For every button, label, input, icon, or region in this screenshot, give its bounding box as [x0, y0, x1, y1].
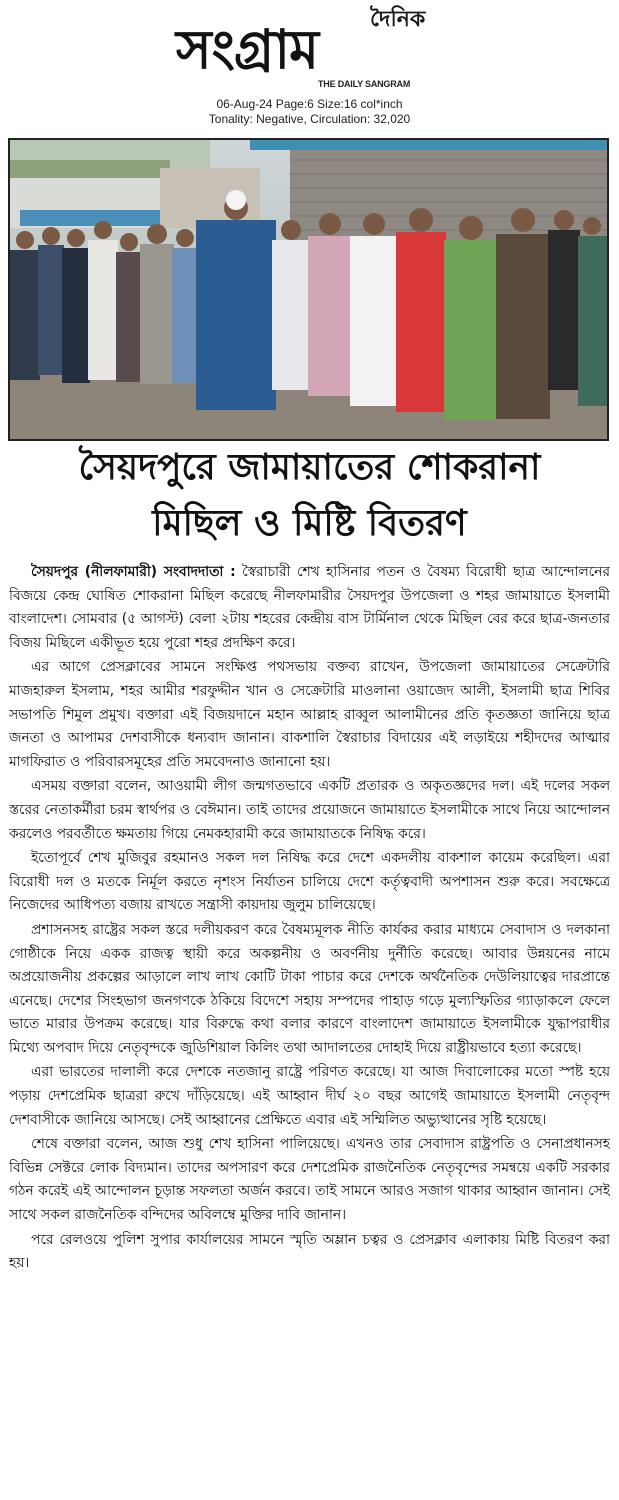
newspaper-english-name: THE DAILY SANGRAM [318, 79, 411, 89]
article-paragraph-1 [9, 561, 610, 655]
clipping-meta-line2: Tonality: Negative, Circulation: 32,020 [208, 112, 411, 126]
article-paragraph-3: এসময় বক্তারা বলেন, আওয়ামী লীগ জন্মগতভাবে একটি প্রতারক ও অকৃতজ্ঞদের দল। এই দলের সকল স্তরের নেতাকর্মীরা চরম স্বার্থপর ও বেঈমান। তাই তাদের প্রয়োজনে জামায়াতে ইসলামীকে সাথে নিয়ে আন্দোলন করলেও পরবর্তীতে ক্ষমতায় গিয়ে নেমকহারামী করে জামায়াতকে নিষিদ্ধ করে। [9, 778, 610, 842]
article-paragraph-8: পরে রেলওয়ে পুলিশ সুপার কার্যালয়ের সামনে স্মৃতি অম্লান চত্বর ও প্রেসক্লাব এলাকায় মিষ্টি বিতরণ করা হয়। [9, 1231, 610, 1272]
news-photo [8, 138, 609, 441]
byline: সৈয়দপুর (নীলফামারী) সংবাদদাতা : [31, 564, 236, 580]
article-paragraph-5: প্রশাসনসহ রাষ্ট্রের সকল স্তরে দলীয়করণ করে বৈষম্যমূলক নীতি কার্যকর করার মাধ্যমে সেবাদাস ও দলকানা গোষ্ঠীকে নিয়ে একক রাজত্ব স্থায়ী করে অকল্পনীয় ও অবর্ণনীয় দুর্নীতি করেছে। আবার উন্নয়নের নামে অপ্রয়োজনীয় প্রকল্পের আড়ালে লাখ লাখ কোটি টাকা পাচার করে দেশকে অর্থনৈতিক দেউলিয়াত্বের দারপ্রান্তে এনেছে। দেশের সিংহভাগ জনগণকে ঠকিয়ে বিদেশে সহায় সম্পদের পাহাড় গড়ে মুল্যস্ফিতির গ্যাড়াকলে ফেলে ভাতে মারার উপক্রম করেছে। যার বিরুদ্ধে কথা বলার কারণে বাংলাদেশ জামায়াতে ইসলামীকে যুদ্ধাপরাধীর মিথ্যে অপবাদ দিয়ে নেতৃবৃন্দকে জুডিশিয়াল কিলিং তথা আদালতের দোহাই দিয়ে রাষ্ট্রীয়ভাবে হত্যা করেছে। [9, 921, 610, 1056]
headline-line2: মিছিল ও মিষ্টি বিতরণ [152, 503, 467, 544]
headline-line1: সৈয়দপুরে জামায়াতের শোকরানা [78, 447, 541, 488]
clipping-meta-line1: 06-Aug-24 Page:6 Size:16 col*inch [216, 97, 403, 111]
article-paragraph-1-text: স্বৈরাচারী শেখ হাসিনার পতন ও বৈষম্য বিরোধী ছাত্র আন্দোলনের বিজয়ে কেন্দ্র ঘোষিত শোকরানা মিছিল করেছে নীলফামারীর সৈয়দপুর উপজেলা ও শহর জামায়াতে ইসলামী বাংলাদেশ। সোমবার (৫ আগস্ট) বেলা ২টায় শহরের কেন্দ্রীয় বাস টার্মিনাল থেকে মিছিল বের করে ছাত্র-জনতার বিজয় মিছিলে একীভূত হয়ে পুরো শহর প্রদক্ষিণ করে। [9, 564, 610, 651]
daily-word: দৈনিক [370, 7, 426, 32]
photo-prayer-crowd-illustration [10, 140, 607, 439]
article-body [9, 561, 610, 1495]
newspaper-logo: সংগ্রাম [176, 18, 319, 81]
masthead [0, 0, 619, 130]
article-paragraph-4: ইতোপূর্বে শেখ মুজিবুর রহমানও সকল দল নিষিদ্ধ করে দেশে একদলীয় বাকশাল কায়েম করেছিল। এরা বিরোধী দল ও মতকে নির্মূল করতে নৃশংস নির্যাতন চালিয়ে দেশে কর্তৃত্ববাদী অপশাসন শুরু করে। সবক্ষেত্রে নিজেদের আধিপত্য বজায় রাখতে সন্ত্রাসী কায়দায় জুলুম চালিয়েছে। [9, 850, 610, 914]
article-paragraph-2: এর আগে প্রেসক্লাবের সামনে সংক্ষিপ্ত পথসভায় বক্তব্য রাখেন, উপজেলা জামায়াতের সেক্রেটারি মাজহারুল ইসলাম, শহর আমীর শরফুদ্দীন খান ও সেক্রেটারি মাওলানা ওয়াজেদ আলী, ইসলামী ছাত্র শিবির সভাপতি শিমুল প্রমুখ। বক্তারা এই বিজয়দানে মহান আল্লাহ রাব্বুল আলামীনের প্রতি কৃতজ্ঞতা জানিয়ে ছাত্র জনতা ও আপামর দেশবাসীকে ধন্যবাদ জানান। বাকশালি স্বৈরাচার বিদায়ের এই লড়াইয়ে শহীদদের আত্মার মাগফিরাত ও পরিবারসমূহের প্রতি সমবেদনাও জানানো হয়। [9, 659, 610, 770]
article-paragraph-7: শেষে বক্তারা বলেন, আজ শুধু শেখ হাসিনা পালিয়েছে। এখনও তার সেবাদাস রাষ্ট্রপতি ও সেনাপ্রধানসহ বিভিন্ন সেক্টরে লোক বিদ্যমান। তাদের অপসারণ করে দেশপ্রেমিক রাজনৈতিক নেতৃবৃন্দের সমন্বয়ে একটি সরকার গঠন করেই এই আন্দোলন চূড়ান্ত সফলতা অর্জন করবে। তাই সামনে আরও সজাগ থাকার আহ্বান জানান। সেই সাথে সকল রাজনৈতিক বন্দিদের অবিলম্বে মুক্তির দাবি জানান। [9, 1136, 610, 1224]
article-paragraph-6: এরা ভারতের দালালী করে দেশকে নতজানু রাষ্ট্রে পরিণত করেছে। যা আজ দিবালোকের মতো স্পষ্ট হয়ে পড়ায় দেশপ্রেমিক ছাত্ররা রুখে দাঁড়িয়েছে। এই আহ্বান দীর্ঘ ২০ বছর আগেই জামায়াতে ইসলামী নেতৃবৃন্দ দেশবাসীকে জানিয়ে আসছে। সেই আহ্বানের প্রেক্ষিতে এবার এই সম্মিলিত অভ্যুত্থানের সৃষ্টি হয়েছে। [9, 1064, 610, 1128]
